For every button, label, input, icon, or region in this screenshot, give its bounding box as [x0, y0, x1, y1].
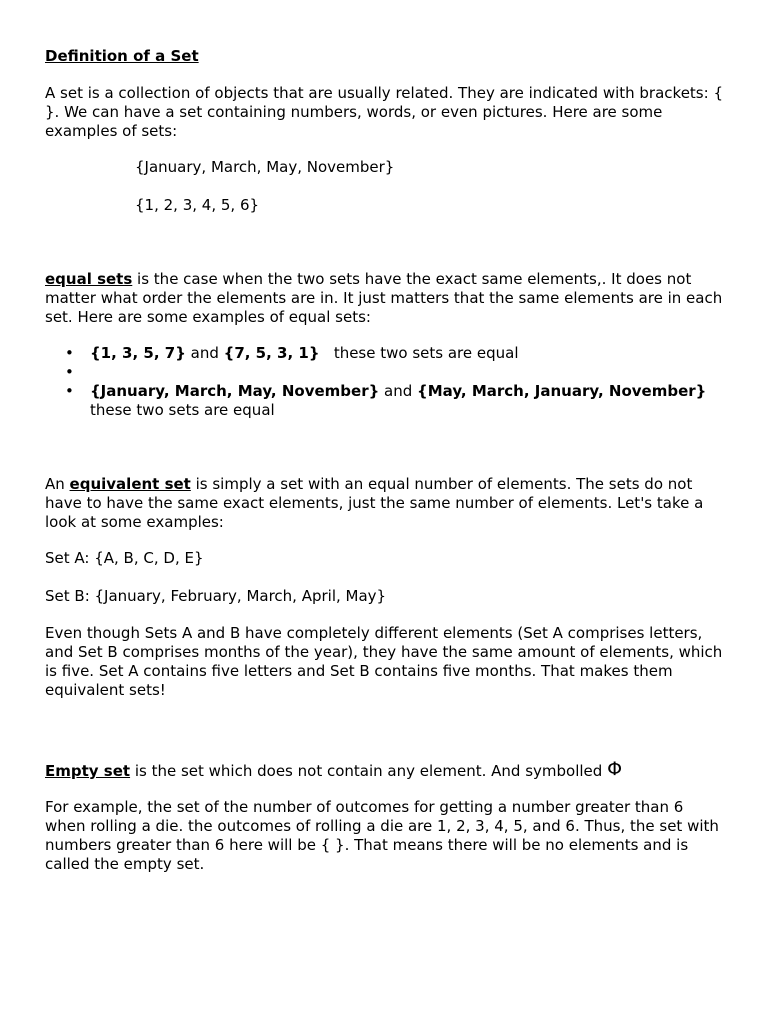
empty-set-example: For example, the set of the number of outcomes for getting a number greater than 6 when rolling a die. the outcomes of rolling a die are 1, 2, 3, 4, 5, and 6. Thus, the set with numbers greater than 6 here will be { }. That means there will be no elements and is called the empty set. — [45, 798, 719, 873]
section-title-definition: Definition of a Set — [45, 47, 199, 65]
equal-sets-paragraph: equal sets is the case when the two sets have the exact same elements,. It does not matter what order the elements are in. It just matters that the same elements are in each set. Here are some examples of equal sets: — [45, 270, 723, 326]
list-item — [45, 363, 723, 382]
list-item: • {1, 3, 5, 7} and {7, 5, 3, 1} these two sets are equal — [45, 344, 723, 363]
set-a-example: Set A: {A, B, C, D, E} — [45, 549, 204, 567]
list-item: • {January, March, May, November} and {May, March, January, November} these two sets are equal — [45, 382, 723, 420]
empty-set-term: Empty set — [45, 762, 131, 780]
phi-symbol: Φ — [607, 758, 623, 780]
equal-sets-examples-list — [45, 344, 723, 420]
set-example-months: {January, March, May, November} — [135, 158, 395, 176]
definition-paragraph: A set is a collection of objects that are usually related. They are indicated with brackets: { }. We can have a set containing numbers, words, or even pictures. Here are some examples of sets: — [45, 84, 723, 140]
set-b-example: Set B: {January, February, March, April, May} — [45, 587, 387, 605]
equivalent-set-paragraph: An equivalent set is simply a set with an equal number of elements. The sets do not have to have the same exact elements, just the same number of elements. Let's take a look at some examples: — [45, 475, 704, 531]
set-example-numbers: {1, 2, 3, 4, 5, 6} — [135, 196, 260, 214]
empty-set-paragraph: Empty set is the set which does not contain any element. And symbolled Φ — [45, 758, 623, 780]
equal-sets-term: equal sets — [45, 270, 133, 288]
equivalent-explanation: Even though Sets A and B have completely different elements (Set A comprises letters, and Set B comprises months of the year), they have the same amount of elements, which is five. Set A contains five letters and Set B contains five months. That makes them equivalent sets! — [45, 624, 723, 699]
equivalent-set-term: equivalent set — [69, 475, 191, 493]
